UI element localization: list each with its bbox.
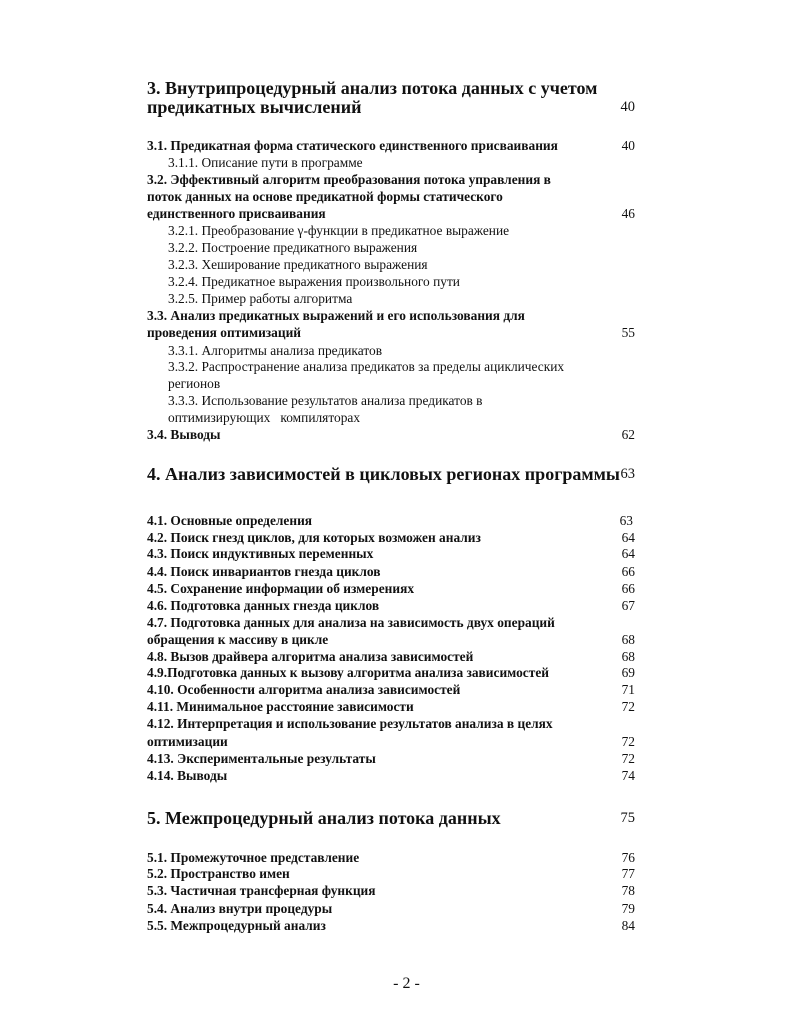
chapter-5-page: 75 [620, 810, 635, 826]
toc-entry-4-7: 4.7. Подготовка данных для анализа на зависимость двух операций [147, 615, 555, 630]
toc-entry-4-10: 4.10. Особенности алгоритма анализа зависимостей [147, 682, 461, 697]
toc-page-4-10: 71 [621, 682, 635, 697]
toc-entry-4-13: 4.13. Экспериментальные результаты [147, 751, 376, 766]
toc-entry-4-3: 4.3. Поиск индуктивных переменных [147, 546, 374, 561]
toc-page-5-5: 84 [621, 918, 635, 933]
toc-entry-3-3-1: 3.3.1. Алгоритмы анализа предикатов [168, 343, 383, 358]
chapter-3-title: 3. Внутрипроцедурный анализ потока данных с учетом [147, 78, 598, 98]
toc-page-5-4: 79 [621, 901, 635, 916]
toc-page-4-8: 68 [621, 649, 635, 664]
toc-page-4-13: 72 [621, 751, 635, 766]
toc-entry-3-3-2-cont: регионов [168, 376, 221, 391]
toc-page-3-4: 62 [621, 427, 635, 442]
chapter-3-page: 40 [620, 99, 635, 115]
toc-page-4-11: 72 [621, 699, 635, 714]
toc-entry-4-9: 4.9.Подготовка данных к вызову алгоритма анализа зависимостей [147, 665, 549, 680]
toc-entry-3-4: 3.4. Выводы [147, 427, 221, 442]
toc-entry-4-14: 4.14. Выводы [147, 768, 228, 783]
toc-entry-3-3-cont: проведения оптимизаций [147, 325, 302, 340]
toc-entry-3-2-2: 3.2.2. Построение предикатного выражения [168, 240, 418, 255]
toc-entry-5-1: 5.1. Промежуточное представление [147, 850, 360, 865]
toc-entry-3-1: 3.1. Предикатная форма статического единственного присваивания [147, 138, 558, 153]
toc-entry-3-3: 3.3. Анализ предикатных выражений и его использования для [147, 308, 525, 323]
toc-page-5-2: 77 [621, 866, 635, 881]
toc-page-4-5: 66 [621, 581, 635, 596]
chapter-4-title: 4. Анализ зависимостей в цикловых регионах программы [147, 464, 620, 484]
toc-entry-3-3-2: 3.3.2. Распространение анализа предикатов за пределы ациклических [168, 359, 565, 374]
chapter-5-title: 5. Межпроцедурный анализ потока данных [147, 808, 501, 828]
toc-entry-3-1-1: 3.1.1. Описание пути в программе [168, 155, 363, 170]
toc-entry-3-2-cont: поток данных на основе предикатной формы статического [147, 189, 503, 204]
toc-entry-3-2-3: 3.2.3. Хеширование предикатного выражения [168, 257, 428, 272]
toc-page-4-14: 74 [621, 768, 635, 783]
toc-entry-5-2: 5.2. Пространство имен [147, 866, 290, 881]
toc-entry-4-5: 4.5. Сохранение информации об измерениях [147, 581, 415, 596]
toc-page-4-12: 72 [621, 734, 635, 749]
toc-entry-4-6: 4.6. Подготовка данных гнезда циклов [147, 598, 380, 613]
toc-page-5-3: 78 [621, 883, 635, 898]
chapter-4-page: 63 [620, 466, 635, 482]
toc-page-4-3: 64 [621, 546, 635, 561]
toc-entry-3-3-3-cont: оптимизирующих компиляторах [168, 410, 361, 425]
toc-entry-3-3-3: 3.3.3. Использование результатов анализа предикатов в [168, 393, 483, 408]
toc-entry-3-2: 3.2. Эффективный алгоритм преобразования потока управления в [147, 172, 551, 187]
toc-page-4-2: 64 [621, 530, 635, 545]
toc-page-4-4: 66 [621, 564, 635, 579]
toc-entry-4-11: 4.11. Минимальное расстояние зависимости [147, 699, 414, 714]
toc-page-3-3: 55 [621, 325, 635, 340]
toc-entry-4-8: 4.8. Вызов драйвера алгоритма анализа зависимостей [147, 649, 474, 664]
toc-entry-3-2-4: 3.2.4. Предикатное выражения произвольного пути [168, 274, 460, 289]
toc-entry-4-4: 4.4. Поиск инвариантов гнезда циклов [147, 564, 381, 579]
toc-page-4-6: 67 [621, 598, 635, 613]
toc-entry-4-1: 4.1. Основные определения [147, 513, 313, 528]
toc-page-4-9: 69 [621, 665, 635, 680]
toc-entry-5-3: 5.3. Частичная трансферная функция [147, 883, 376, 898]
toc-entry-3-2-1: 3.2.1. Преобразование γ-функции в предикатное выражение [168, 223, 510, 238]
toc-page-4-1: 63 [619, 513, 633, 528]
page-number: - 2 - [393, 975, 420, 992]
toc-page-4-7: 68 [621, 632, 635, 647]
toc-entry-5-4: 5.4. Анализ внутри процедуры [147, 901, 333, 916]
toc-entry-3-2-cont2: единственного присваивания [147, 206, 326, 221]
toc-entry-4-12: 4.12. Интерпретация и использование результатов анализа в целях [147, 716, 553, 731]
toc-entry-5-5: 5.5. Межпроцедурный анализ [147, 918, 326, 933]
toc-page-3-2: 46 [621, 206, 635, 221]
toc-page-5-1: 76 [621, 850, 635, 865]
chapter-3-title-cont: предикатных вычислений [147, 97, 362, 117]
toc-page-3-1: 40 [621, 138, 635, 153]
toc-entry-3-2-5: 3.2.5. Пример работы алгоритма [168, 291, 353, 306]
toc-entry-4-12-cont: оптимизации [147, 734, 228, 749]
toc-entry-4-2: 4.2. Поиск гнезд циклов, для которых возможен анализ [147, 530, 481, 545]
toc-entry-4-7-cont: обращения к массиву в цикле [147, 632, 329, 647]
